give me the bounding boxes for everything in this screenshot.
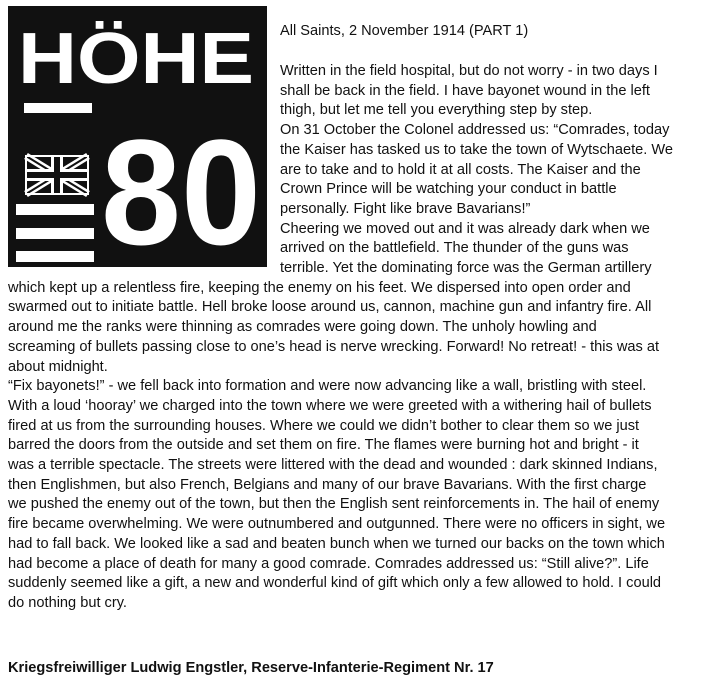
- text-line: was a terrible spectacle. The streets were littered with the dead and wounded : dark skinned Indians,: [8, 457, 658, 474]
- text-line: do nothing but cry.: [8, 594, 127, 611]
- text-line: are to take and to hold it at all costs. The Kaiser and the: [280, 161, 641, 178]
- text-line: had become a place of death for many a good comrade. Comrades addressed us: “Still alive?”. Life: [8, 555, 649, 572]
- text-line: With a loud ‘hooray’ we charged into the town where we were greeted with a withering hail of bullets: [8, 397, 652, 414]
- text-line: we pushed the enemy out of the town, but then the English sent reinforcements in. The hail of enemy: [8, 496, 660, 513]
- text-line: personally. Fight like brave Bavarians!”: [280, 200, 531, 217]
- text-line: swarmed out to initiate battle. Hell broke loose around us, cannon, machine gun and infantry fire. All: [8, 299, 652, 316]
- entry-body: [8, 62, 708, 614]
- logo-text-number: 80: [101, 108, 261, 267]
- author-signature: Kriegsfreiwilliger Ludwig Engstler, Reserve-Infanterie-Regiment Nr. 17: [8, 660, 494, 676]
- text-line: Cheering we moved out and it was already dark when we: [280, 220, 650, 237]
- text-line: arrived on the battlefield. The thunder of the guns was: [280, 240, 629, 257]
- text-line: Written in the field hospital, but do not worry - in two days I: [280, 63, 658, 79]
- text-line: “Fix bayonets!” - we fell back into formation and were now advancing like a wall, bristling with steel.: [8, 378, 647, 395]
- text-line: terrible. Yet the dominating force was the German artillery: [280, 260, 652, 277]
- text-line: thigh, but let me tell you everything step by step.: [280, 102, 593, 119]
- text-line: which kept up a relentless fire, keeping the enemy on his feet. We dispersed into open order and: [8, 279, 631, 296]
- text-line: fire became overwhelming. We were outnumbered and outgunned. There were no officers in sight, we: [8, 516, 666, 533]
- text-line: Crown Prince will be watching your conduct in battle: [280, 181, 617, 198]
- text-line: the Kaiser has tasked us to take the town of Wytschaete. We: [280, 141, 674, 158]
- text-line: screaming of bullets passing close to one’s head is nerve wrecking. Forward! No retreat! - this was at: [8, 338, 660, 355]
- entry-heading: All Saints, 2 November 1914 (PART 1): [280, 23, 529, 39]
- text-line: On 31 October the Colonel addressed us: “Comrades, today: [280, 122, 670, 139]
- text-line: fired at us from the surrounding houses. Where we could we didn’t bother to clear them so we just: [8, 417, 640, 434]
- text-line: had to fall back. We looked like a sad and beaten bunch when we turned our backs on the town which: [8, 535, 665, 552]
- text-line: around me the ranks were thinning as comrades were going down. The unholy howling and: [8, 319, 597, 336]
- logo-text-top: HÖHE: [18, 19, 254, 99]
- text-line: about midnight.: [8, 358, 108, 375]
- text-line: then Englishmen, but also French, Belgians and many of our brave Bavarians. With the first charge: [8, 476, 647, 493]
- text-line: suddenly seemed like a gift, a new and wonderful kind of gift which only a few allowed to hold. I could: [8, 575, 662, 592]
- text-line: barred the doors from the outside and set them on fire. The flames were burning hot and bright - it: [8, 437, 639, 454]
- text-line: shall be back in the field. I have bayonet wound in the left: [280, 82, 650, 99]
